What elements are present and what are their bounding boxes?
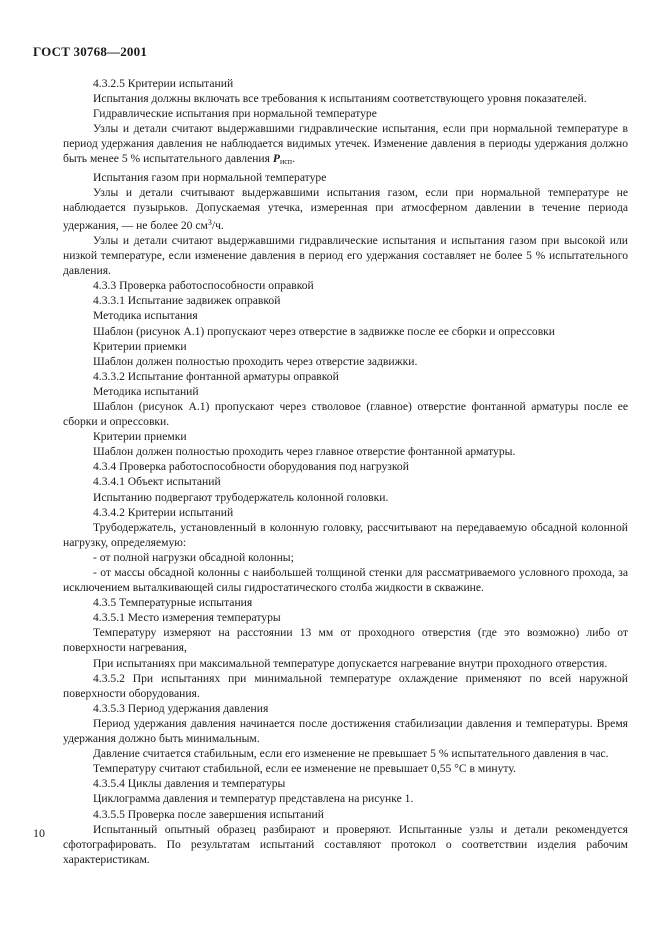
- paragraph: 4.3.3.1 Испытание задвижек оправкой: [93, 294, 281, 308]
- paragraph: Шаблон должен полностью проходить через главное отверстие фонтанной арматуры.: [93, 445, 516, 459]
- paragraph: 4.3.4.2 Критерии испытаний: [93, 505, 234, 519]
- paragraph: Шаблон должен полностью проходить через отверстие задвижки.: [93, 354, 418, 368]
- paragraph: Гидравлические испытания при нормальной температуре: [93, 107, 377, 121]
- unit-superscript: 3: [207, 217, 212, 227]
- paragraph: 4.3.5.5 Проверка после завершения испытаний: [93, 807, 324, 821]
- paragraph: Циклограмма давления и температур представлена на рисунке 1.: [93, 792, 414, 806]
- paragraph: Испытания газом при нормальной температуре: [93, 170, 327, 184]
- paragraph: Трубодержатель, установленный в колонную головку, рассчитывают на передаваемую обсадной колонной нагрузку, определяемую:: [63, 520, 628, 549]
- paragraph: Температуру считают стабильной, если ее изменение не превышает 0,55 °С в минуту.: [93, 762, 516, 776]
- paragraph: 4.3.3.2 Испытание фонтанной арматуры оправкой: [93, 369, 339, 383]
- paragraph: 4.3.5.3 Период удержания давления: [93, 701, 269, 715]
- paragraph: Период удержания давления начинается после достижения стабилизации давления и температуры. Время удержания должно быть минимальным.: [63, 716, 628, 746]
- paragraph: Давление считается стабильным, если его изменение не превышает 5 % испытательного давления в час.: [93, 747, 609, 761]
- page-number: 10: [33, 826, 45, 840]
- document-header: ГОСТ 30768—2001: [33, 44, 148, 59]
- paragraph: Методика испытаний: [93, 384, 199, 398]
- paragraph: Узлы и детали считают выдержавшими гидравлические испытания и испытания газом при высокой или низкой температуре, если изменение давления в период его удержания составляет не более 5 % испытательного давления.: [63, 233, 628, 278]
- list-item: - от массы обсадной колонны с наибольшей толщиной стенки для рассматриваемого условного прохода, за исключением выталкивающей силы гидростатического столба жидкости в скважине.: [63, 566, 628, 595]
- paragraph: Температуру измеряют на расстоянии 13 мм от проходного отверстия (где это возможно) либо от поверхности нагревания,: [63, 626, 628, 655]
- paragraph: Шаблон (рисунок А.1) пропускают через стволовое (главное) отверстие фонтанной арматуры после ее сборки и опрессовки.: [63, 399, 628, 429]
- document-body: [63, 76, 628, 867]
- paragraph: 4.3.5.1 Место измерения температуры: [93, 611, 281, 625]
- pressure-subscript: исп: [279, 157, 293, 167]
- paragraph: 4.3.5 Температурные испытания: [93, 596, 253, 610]
- paragraph: Узлы и детали считывают выдержавшими испытания газом, если при нормальной температуре не наблюдается пузырьков. Допускаемая утечка, измеренная при атмосферном давлении в течение периода удержания, — не более 20 $см^3/ч$.: [63, 185, 628, 232]
- paragraph: Испытанию подвергают трубодержатель колонной головки.: [93, 490, 389, 504]
- paragraph: Методика испытания: [93, 309, 198, 323]
- paragraph: При испытаниях при максимальной температуре допускается нагревание внутри проходного отверстия.: [93, 656, 608, 670]
- paragraph: Испытанный опытный образец разбирают и проверяют. Испытанные узлы и детали рекомендуется сфотографировать. По результатам испытаний составляют протокол о соответствии изделия рабочим характеристикам.: [63, 822, 628, 866]
- paragraph: 4.3.3 Проверка работоспособности оправкой: [93, 279, 314, 293]
- paragraph: 4.3.4 Проверка работоспособности оборудования под нагрузкой: [93, 460, 409, 474]
- pressure-symbol: P: [272, 152, 280, 166]
- paragraph: Испытания должны включать все требования к испытаниям соответствующего уровня показателей.: [93, 92, 587, 106]
- paragraph: 4.3.5.4 Циклы давления и температуры: [93, 777, 286, 791]
- paragraph: Шаблон (рисунок А.1) пропускают через отверстие в задвижке после ее сборки и опрессовки: [93, 324, 556, 338]
- paragraph: Критерии приемки: [93, 430, 187, 444]
- paragraph: 4.3.4.1 Объект испытаний: [93, 475, 221, 489]
- paragraph: 4.3.5.2 При испытаниях при минимальной температуре охлаждение применяют по всей наружной поверхности оборудования.: [63, 671, 628, 700]
- paragraph: Критерии приемки: [93, 339, 187, 353]
- paragraph: Узлы и детали считают выдержавшими гидравлические испытания, если при нормальной температуре в период удержания давления не наблюдается видимых утечек. Изменение давления в периоды удержания должно быть менее 5 % испытательного давления $P_{исп}$.: [63, 122, 628, 167]
- list-item: - от полной нагрузки обсадной колонны;: [93, 550, 294, 564]
- paragraph: 4.3.2.5 Критерии испытаний: [93, 77, 234, 90]
